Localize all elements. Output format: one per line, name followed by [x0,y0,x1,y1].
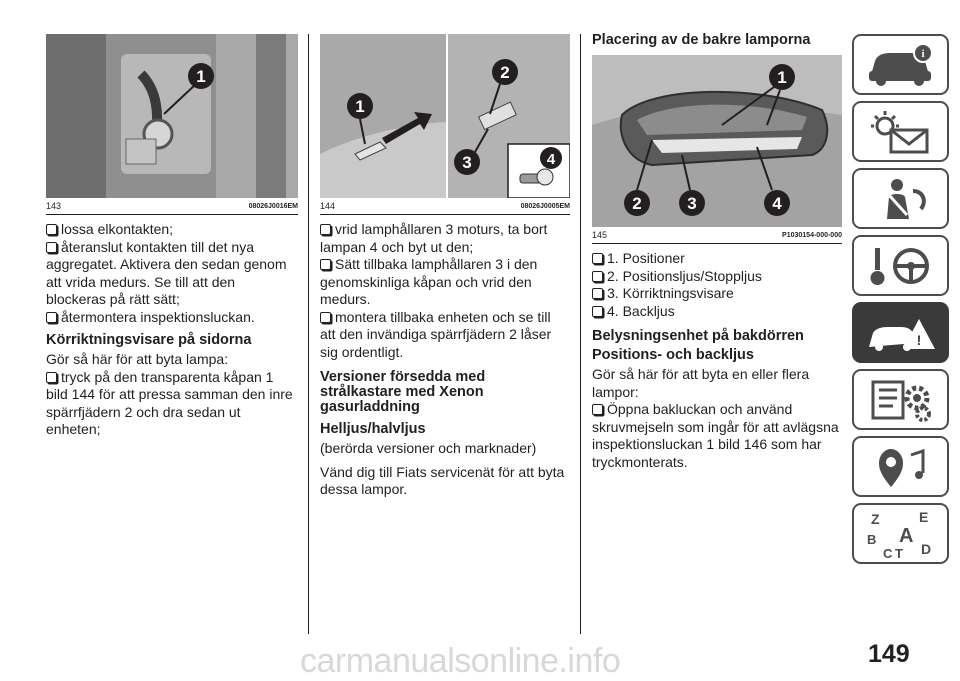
list-item: Sätt tillbaka lamphållaren 3 i den genomskinliga kåpan och vrid den medurs. [320,256,538,307]
section-heading: Helljus/halvljus [320,421,426,437]
index-letter: B [866,531,876,547]
figure-143-image [46,34,298,198]
list-item: 1. Positioner [592,250,842,268]
index-letter: Z [870,510,880,527]
chapter-tab-starting-driving[interactable] [852,235,949,296]
list-item: återanslut kontakten till det nya aggregatet. Aktivera den sedan genom att vrida medurs. Se till att den blockeras på rätt sätt; [46,238,287,307]
watermark: carmanualsonline.info [300,642,621,680]
chapter-tab-emergency[interactable] [852,302,949,363]
figure-144 [320,34,570,198]
svg-text:i: i [920,47,925,60]
column-3 [592,32,842,471]
chapter-tab-dashboard[interactable] [852,34,949,95]
index-letter: C [882,545,892,561]
section-heading: Placering av de bakre lamporna [592,32,811,48]
index-icon [861,506,941,562]
list-item: montera tillbaka enheten och se till att den invändiga spärrfjädern 2 låser sig ordentligt. [320,308,552,360]
figure-145-caption [592,230,842,244]
figure-145-callout-4: 4 [772,194,782,213]
figure-number: 143 [46,201,62,211]
figure-144-callout-2: 2 [500,63,510,82]
figure-144-image [320,34,570,198]
list-item: återmontera inspektionsluckan. [46,309,298,327]
figure-number: 144 [320,201,336,211]
paragraph: Gör så här för att byta en eller flera lampor: [592,366,810,400]
bullet-box-icon [46,242,57,253]
warning-lights-icon [861,108,941,156]
chapter-tab-index[interactable] [852,503,949,564]
figure-143-caption [46,201,298,215]
chapter-tab-maintenance[interactable] [852,369,949,430]
section-heading: Belysningsenhet på bakdörren [592,328,804,344]
index-letter: T [894,545,903,561]
index-letter: A [898,524,913,547]
figure-number: 145 [592,230,608,240]
figure-145-image [592,55,842,227]
figure-144-caption [320,201,570,215]
figure-code: 08026J0005EM [520,202,570,210]
bullet-box-icon [320,224,331,235]
figure-144-callout-3: 3 [462,153,472,172]
steering-wheel-key-icon [861,242,941,290]
section-heading: Körriktningsvisare på sidorna [46,332,252,348]
figure-code: P1030154-000-000 [782,231,842,239]
bullet-box-icon [592,288,603,299]
figure-144-callout-1: 1 [355,97,365,116]
list-item: 2. Positionsljus/Stoppljus [592,268,842,286]
seatbelt-airbag-icon [861,175,941,223]
section-heading: Versioner försedda med strålkastare med Xenon gasurladdning [320,369,486,415]
svg-text:!: ! [916,331,921,348]
bullet-box-icon [46,312,57,323]
list-item: vrid lamphållaren 3 moturs, ta bort lampan 4 och byt ut den; [320,221,548,255]
paragraph: Gör så här för att byta lampa: [46,351,229,367]
column-1 [46,34,298,439]
car-dashboard-icon [861,41,941,89]
bullet-box-icon [592,253,603,264]
figure-143 [46,34,298,198]
paragraph: (berörda versioner och marknader) [320,440,537,456]
index-letter: E [918,508,928,525]
figure-143-callout-1: 1 [196,67,206,86]
chapter-tab-warning-lights[interactable] [852,101,949,162]
list-item: tryck på den transparenta kåpan 1 bild 144 för att pressa samman den inre spärrfjädern 2 och dra sedan ut enheten; [46,368,293,437]
bullet-box-icon [46,372,57,383]
figure-144-callout-4: 4 [546,151,556,168]
paragraph: Vänd dig till Fiats servicenät för att byta dessa lampor. [320,463,565,497]
figure-code: 08026J0016EM [248,202,298,210]
list-item: 3. Körriktningsvisare [592,285,842,303]
index-letter: D [920,540,931,557]
breakdown-icon [861,309,941,357]
section-heading: Positions- och backljus [592,347,754,363]
figure-145-callout-3: 3 [687,194,697,213]
list-item: Öppna bakluckan och använd skruvmejseln som ingår för att avlägsna inspektionsluckan 1 bild 146 som har tryckmonterats. [592,401,839,470]
bullet-box-icon [320,259,331,270]
figure-145 [592,55,842,227]
bullet-box-icon [592,306,603,317]
list-item: 4. Backljus [592,303,842,321]
figure-145-callout-2: 2 [632,194,642,213]
chapter-tab-safety[interactable] [852,168,949,229]
bullet-box-icon [320,312,331,323]
column-2 [320,34,570,499]
page-number: 149 [868,640,910,668]
figure-145-callout-1: 1 [777,68,787,87]
bullet-box-icon [592,404,603,415]
column-divider [308,34,309,634]
multimedia-icon [861,443,941,491]
maintenance-icon [861,376,941,424]
bullet-box-icon [46,224,57,235]
bullet-box-icon [592,271,603,282]
list-item: lossa elkontakten; [46,221,298,239]
chapter-tab-multimedia[interactable] [852,436,949,497]
column-divider [580,34,581,634]
